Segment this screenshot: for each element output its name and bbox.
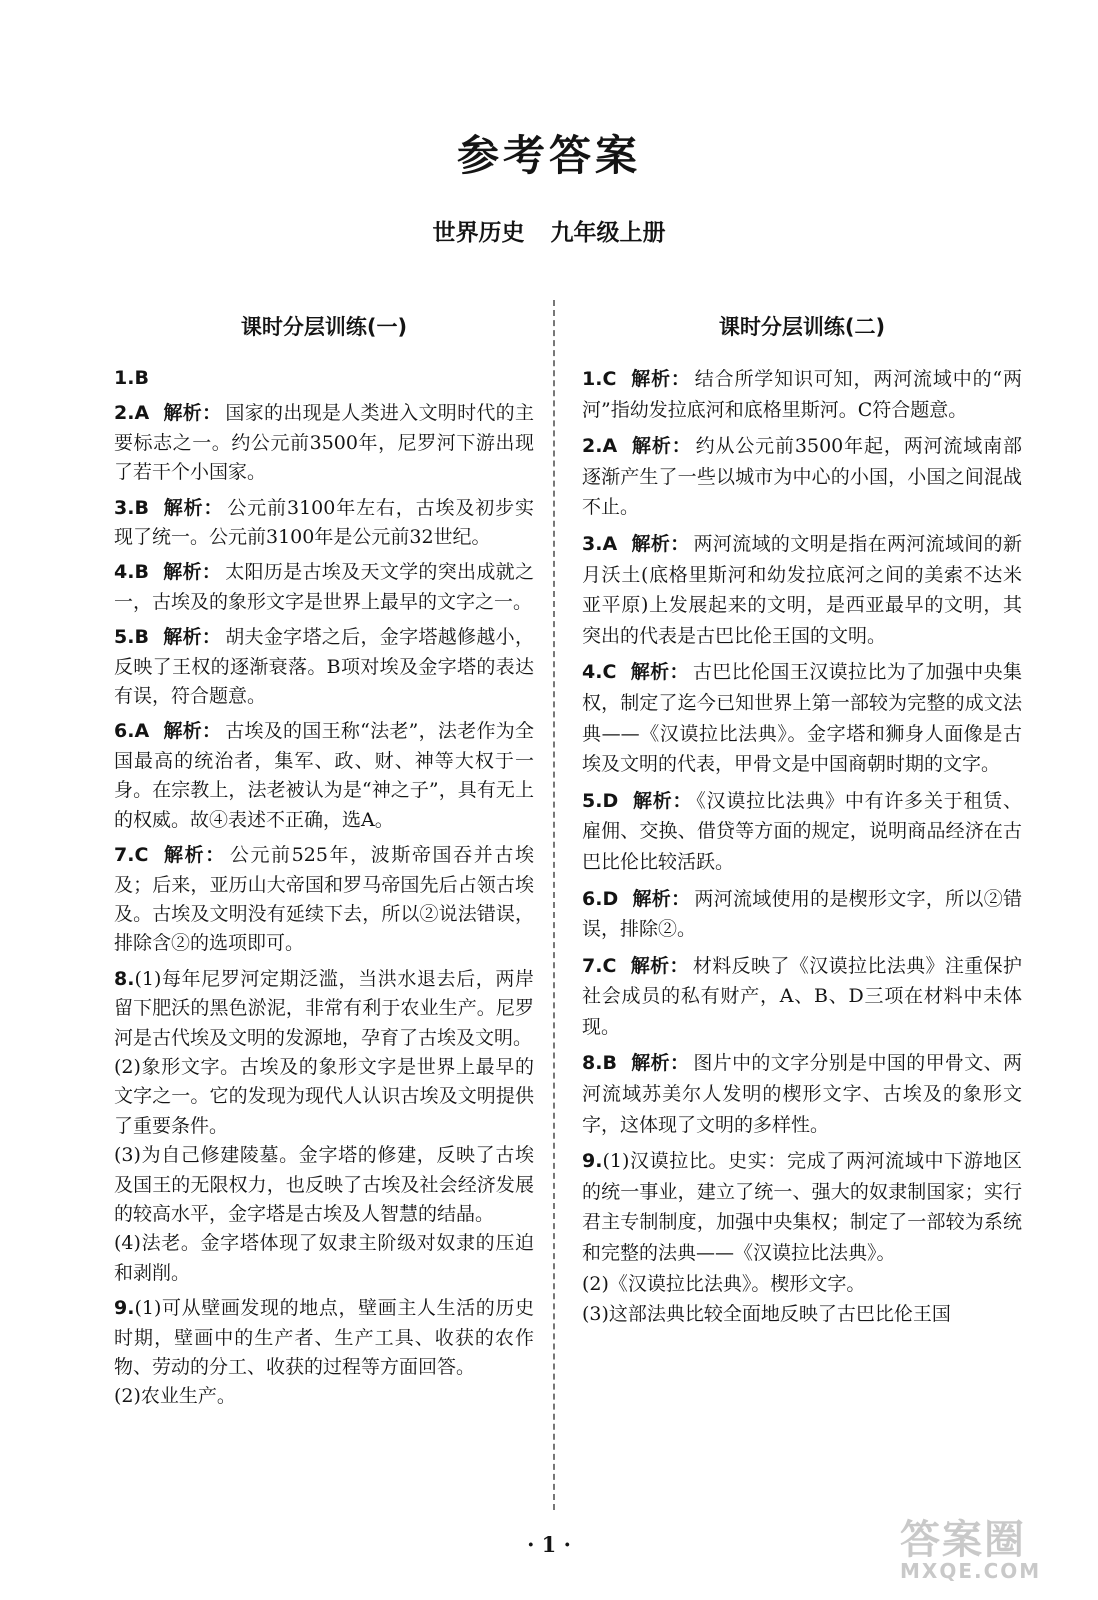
right-column-heading: 课时分层训练(二) bbox=[718, 315, 886, 339]
answer-subpart: (3)这部法典比较全面地反映了古巴比伦王国 bbox=[582, 1303, 951, 1326]
answer-item bbox=[582, 884, 1022, 945]
analysis-text: 图片中的文字分别是中国的甲骨文、两河流域苏美尔人发明的楔形文字、古埃及的象形文字，这体现了文明的多样性。 bbox=[582, 1052, 1022, 1136]
question-number: 3. bbox=[114, 496, 135, 519]
answer-item bbox=[114, 623, 534, 711]
answer-item bbox=[582, 657, 1022, 779]
answer-subpart: (2)象形文字。古埃及的象形文字是世界上最早的文字之一。它的发现为现代人认识古埃及文明提供了重要条件。 bbox=[114, 1055, 534, 1137]
analysis-label: 解析： bbox=[632, 789, 693, 812]
answer-subpart: (3)为自己修建陵墓。金字塔的修建，反映了古埃及国王的无限权力，也反映了古埃及社会经济发展的较高水平，金字塔是古埃及人智慧的结晶。 bbox=[114, 1144, 534, 1225]
answer-item bbox=[582, 951, 1022, 1043]
answer-item bbox=[114, 494, 534, 553]
question-number: 1. bbox=[582, 368, 603, 390]
answer-subpart: (1)每年尼罗河定期泛滥，当洪水退去后，两岸留下肥沃的黑色淤泥，非常有利于农业生产。尼罗河是古代埃及文明的发源地，孕育了古埃及文明。 bbox=[114, 967, 534, 1049]
analysis-label: 解析： bbox=[163, 720, 222, 743]
question-number: 8. bbox=[582, 1052, 603, 1075]
answer-item bbox=[114, 1294, 534, 1412]
answer-item bbox=[114, 558, 534, 617]
page-number: · 1 · bbox=[527, 1532, 571, 1557]
question-number: 9. bbox=[114, 1297, 135, 1320]
analysis-text: 《汉谟拉比法典》中有许多关于租赁、雇佣、交换、借贷等方面的规定，说明商品经济在古巴比伦比较活跃。 bbox=[582, 789, 1022, 873]
answer-choice: C bbox=[602, 954, 617, 977]
subtitle bbox=[0, 218, 1098, 248]
answer-subpart: (2)《汉谟拉比法典》。楔形文字。 bbox=[582, 1272, 866, 1295]
answer-item bbox=[582, 431, 1022, 523]
answer-choice: D bbox=[602, 887, 619, 910]
answer-subpart: (4)法老。金字塔体现了奴隶主阶级对奴隶的压迫和剥削。 bbox=[114, 1232, 534, 1284]
analysis-label: 解析： bbox=[162, 561, 222, 584]
answer-choice: B bbox=[134, 367, 149, 389]
analysis-label: 解析： bbox=[630, 661, 689, 684]
subject-label: 世界历史 bbox=[432, 220, 525, 246]
answer-item bbox=[114, 965, 534, 1288]
answer-item bbox=[114, 841, 534, 959]
answer-subpart: (1)汉谟拉比。史实：完成了两河流域中下游地区的统一事业，建立了统一、强大的奴隶制国家；实行君主专制制度，加强中央集权；制定了一部较为系统和完整的法典——《汉谟拉比法典》。 bbox=[582, 1150, 1022, 1265]
analysis-text: 两河流域的文明是指在两河流域间的新月沃土(底格里斯河和幼发拉底河之间的美索不达米亚平原)上发展起来的文明，是西亚最早的文明，其突出的代表是古巴比伦王国的文明。 bbox=[582, 532, 1022, 647]
right-answer-list bbox=[582, 364, 1022, 1330]
question-number: 2. bbox=[582, 435, 603, 458]
answer-item bbox=[582, 529, 1022, 651]
left-answer-list bbox=[114, 364, 534, 1412]
question-number: 6. bbox=[114, 720, 135, 743]
answer-choice: C bbox=[602, 368, 617, 390]
answer-item bbox=[582, 1048, 1022, 1140]
analysis-text: 约从公元前3500年起，两河流域南部逐渐产生了一些以城市为中心的小国，小国之间混战不止。 bbox=[582, 435, 1022, 519]
watermark-logo bbox=[900, 1517, 1090, 1592]
answer-item bbox=[582, 364, 1022, 425]
analysis-label: 解析： bbox=[630, 368, 691, 390]
analysis-text: 材料反映了《汉谟拉比法典》注重保护社会成员的私有财产，A、B、D三项在材料中未体现。 bbox=[582, 954, 1022, 1038]
column-divider bbox=[553, 300, 555, 1510]
analysis-label: 解析： bbox=[162, 626, 222, 649]
answer-choice: C bbox=[134, 844, 149, 867]
question-number: 6. bbox=[582, 887, 603, 910]
watermark-text: 答案圈 bbox=[900, 1517, 1026, 1563]
analysis-text: 国家的出现是人类进入文明时代的主要标志之一。约公元前3500年，尼罗河下游出现了若干个小国家。 bbox=[114, 402, 534, 484]
question-number: 2. bbox=[114, 402, 135, 425]
answer-choice: D bbox=[602, 789, 619, 812]
question-number: 5. bbox=[114, 626, 135, 649]
answer-choice: B bbox=[602, 1052, 617, 1075]
question-number: 9. bbox=[582, 1150, 603, 1173]
analysis-label: 解析： bbox=[630, 1052, 690, 1075]
answer-choice: B bbox=[134, 561, 149, 584]
answer-subpart: (2)农业生产。 bbox=[114, 1385, 236, 1408]
analysis-label: 解析： bbox=[163, 402, 222, 425]
analysis-label: 解析： bbox=[162, 844, 226, 867]
answer-choice: A bbox=[602, 532, 618, 555]
question-number: 4. bbox=[114, 561, 135, 584]
answer-choice: B bbox=[134, 626, 149, 649]
answer-choice: A bbox=[602, 435, 618, 458]
answer-item bbox=[114, 717, 534, 835]
question-number: 1. bbox=[114, 367, 135, 389]
question-number: 5. bbox=[582, 789, 603, 812]
analysis-text: 古埃及的国王称“法老”，法老作为全国最高的统治者，集军、政、财、神等大权于一身。在宗教上，法老被认为是“神之子”，具有无上的权威。故④表述不正确，选A。 bbox=[114, 720, 534, 831]
analysis-label: 解析： bbox=[631, 532, 690, 555]
right-column bbox=[582, 312, 1022, 1336]
answer-item bbox=[582, 1146, 1022, 1330]
answer-choice: C bbox=[602, 661, 617, 684]
answer-choice: A bbox=[134, 720, 150, 743]
analysis-text: 结合所学知识可知，两河流域中的“两河”指幼发拉底河和底格里斯河。C符合题意。 bbox=[582, 368, 1022, 421]
question-number: 3. bbox=[582, 532, 603, 555]
analysis-text: 公元前3100年左右，古埃及初步实现了统一。公元前3100年是公元前32世纪。 bbox=[114, 496, 534, 549]
answer-subpart: (1)可从壁画发现的地点，壁画主人生活的历史时期，壁画中的生产者、生产工具、收获的农作物、劳动的分工、收获的过程等方面回答。 bbox=[114, 1297, 534, 1378]
answer-item bbox=[114, 364, 534, 393]
answer-item bbox=[114, 399, 534, 487]
page-title: 参考答案 bbox=[456, 131, 641, 180]
answer-item bbox=[582, 786, 1022, 878]
watermark-url: MXQE.COM bbox=[900, 1559, 1042, 1583]
analysis-label: 解析： bbox=[162, 496, 224, 519]
left-column bbox=[114, 312, 534, 1418]
answer-choice: B bbox=[134, 496, 149, 519]
question-number: 7. bbox=[114, 844, 135, 867]
question-number: 7. bbox=[582, 954, 603, 977]
question-number: 4. bbox=[582, 661, 603, 684]
grade-label: 九年级上册 bbox=[550, 220, 666, 246]
analysis-text: 太阳历是古埃及天文学的突出成就之一，古埃及的象形文字是世界上最早的文字之一。 bbox=[114, 561, 534, 613]
analysis-label: 解析： bbox=[631, 435, 692, 458]
analysis-label: 解析： bbox=[632, 887, 691, 910]
left-column-heading: 课时分层训练(一) bbox=[240, 315, 408, 339]
answer-choice: A bbox=[134, 402, 150, 425]
analysis-text: 胡夫金字塔之后，金字塔越修越小，反映了王权的逐渐衰落。B项对埃及金字塔的表达有误，符合题意。 bbox=[114, 626, 534, 708]
analysis-text: 两河流域使用的是楔形文字，所以②错误，排除②。 bbox=[582, 887, 1022, 941]
analysis-text: 古巴比伦国王汉谟拉比为了加强中央集权，制定了迄今已知世界上第一部较为完整的成文法典——《汉谟拉比法典》。金字塔和狮身人面像是古埃及文明的代表，甲骨文是中国商朝时期的文字。 bbox=[582, 661, 1022, 776]
analysis-label: 解析： bbox=[630, 954, 689, 977]
question-number: 8. bbox=[114, 967, 135, 990]
analysis-text: 公元前525年，波斯帝国吞并古埃及；后来，亚历山大帝国和罗马帝国先后占领古埃及。古埃及文明没有延续下去，所以②说法错误，排除含②的选项即可。 bbox=[114, 844, 534, 955]
